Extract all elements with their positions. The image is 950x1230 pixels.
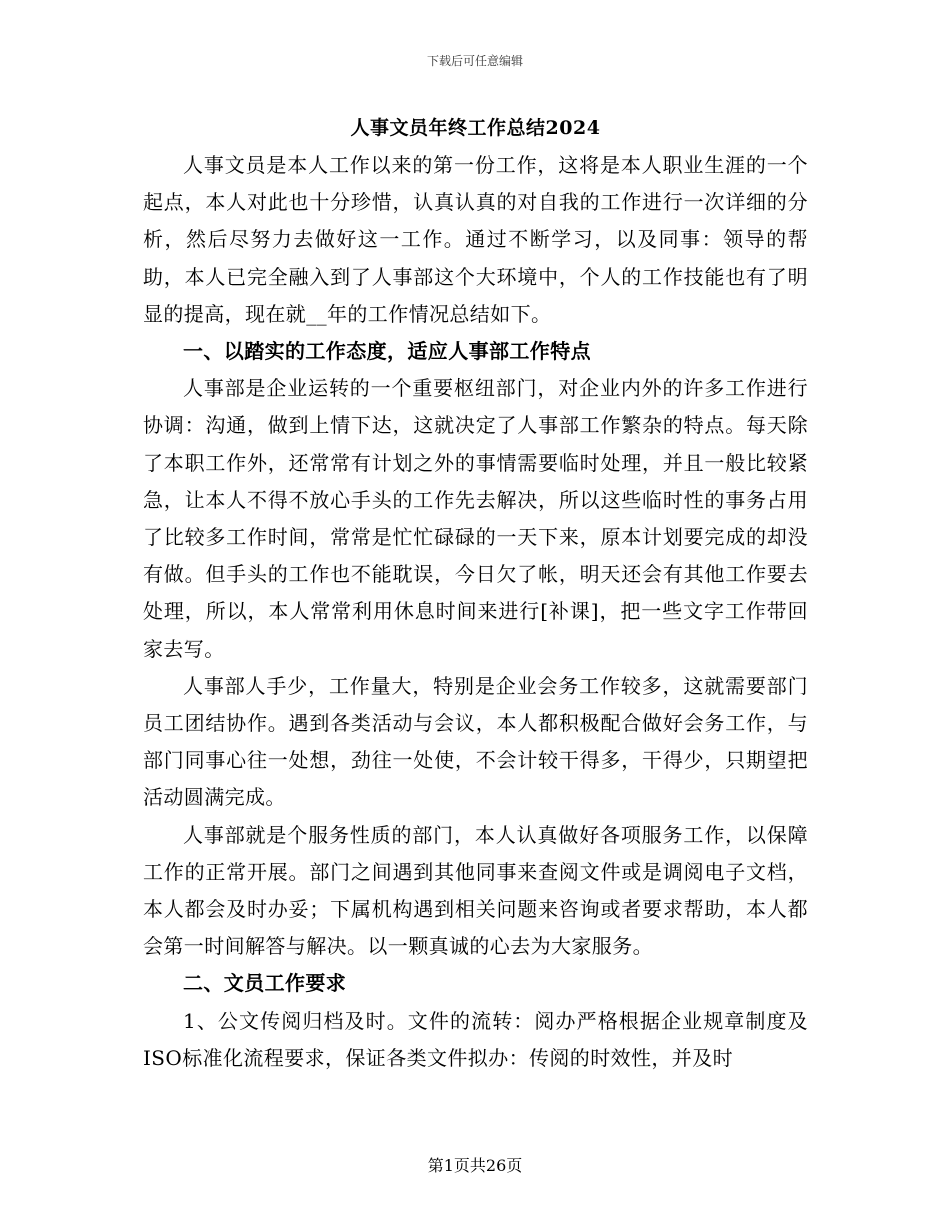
page-header-note: 下载后可任意编辑	[426, 54, 523, 68]
section-heading-2: 二、文员工作要求	[183, 971, 347, 996]
body-paragraph-1: 人事部是企业运转的一个重要枢纽部门，对企业内外的许多工作进行协调：沟通，做到上情下达，这就决定了人事部工作繁杂的特点。每天除了本职工作外，还常常有计划之外的事情需要临时处理，并且一般比较紧急，让本人不得不放心手头的工作先去解决，所以这些临时性的事务占用了比较多工作时间，常常是忙忙碌碌的一天下来，原本计划要完成的却没有做。但手头的工作也不能耽误，今日欠了帐，明天还会有其他工作要去处理，所以，本人常常利用休息时间来进行[补课]，把一些文字工作带回家去写。	[143, 376, 808, 661]
body-paragraph-3: 人事部就是个服务性质的部门，本人认真做好各项服务工作，以保障工作的正常开展。部门之间遇到其他同事来查阅文件或是调阅电子文档，本人都会及时办妥；下属机构遇到相关问题来咨询或者要求帮助，本人都会第一时间解答与解决。以一颗真诚的心去为大家服务。	[143, 822, 808, 959]
section-heading-1: 一、以踏实的工作态度，适应人事部工作特点	[183, 339, 591, 364]
document-title: 人事文员年终工作总结2024	[350, 117, 601, 139]
document-body	[143, 110, 808, 1077]
body-paragraph-4: 1、公文传阅归档及时。文件的流转：阅办严格根据企业规章制度及ISO标准化流程要求，保证各类文件拟办：传阅的时效性，并及时	[143, 1008, 808, 1070]
intro-paragraph: 人事文员是本人工作以来的第一份工作，这将是本人职业生涯的一个起点，本人对此也十分珍惜，认真认真的对自我的工作进行一次详细的分析，然后尽努力去做好这一工作。通过不断学习，以及同事：领导的帮助，本人已完全融入到了人事部这个大环境中，个人的工作技能也有了明显的提高，现在就__年的工作情况总结如下。	[143, 153, 808, 326]
page-number-footer: 第1页共26页	[427, 1156, 523, 1175]
body-paragraph-2: 人事部人手少，工作量大，特别是企业会务工作较多，这就需要部门员工团结协作。遇到各类活动与会议，本人都积极配合做好会务工作，与部门同事心往一处想，劲往一处使，不会计较干得多，干得少，只期望把活动圆满完成。	[143, 673, 808, 810]
